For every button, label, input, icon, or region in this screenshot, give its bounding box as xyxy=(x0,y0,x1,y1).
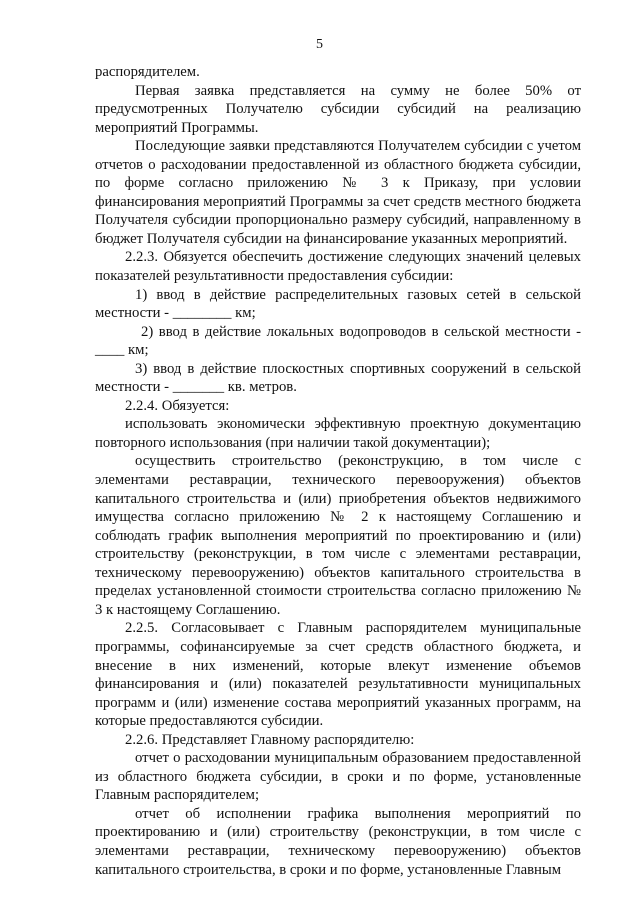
paragraph-schedule-report: отчет об исполнении графика выполнения мероприятий по проектированию и (или) строительству (реконструкции, в том числе с элементами реставрации, техническому перевооружению) объектов капитального строительства, в сроки и по форме, установленные Главным xyxy=(95,805,581,878)
paragraph-2-2-4: 2.2.4. Обязуется: xyxy=(125,397,230,414)
paragraph-use-documentation: использовать экономически эффективную проектную документацию повторного использования (при наличии такой документации); xyxy=(95,416,581,451)
list-item-sports-facilities: 3) ввод в действие плоскостных спортивных сооружений в сельской местности - _______ кв. метров. xyxy=(95,360,581,396)
paragraph-2-2-6: 2.2.6. Представляет Главному распорядителю: xyxy=(125,731,415,748)
document-body xyxy=(95,63,581,879)
page-number: 5 xyxy=(316,37,323,52)
paragraph-expense-report: отчет о расходовании муниципальным образованием предоставленной из областного бюджета субсидии, в сроки и по форме, установленные Главным распорядителем; xyxy=(95,750,581,804)
paragraph-continuation: распорядителем. xyxy=(95,64,200,80)
paragraph-2-2-5: 2.2.5. Согласовывает с Главным распорядителем муниципальные программы, софинансируемые за счет средств областного бюджета, и внесение в них изменений, которые влекут изменение объемов финансирования и (или) показателей результативности муниципальных программ и (или) изменение состава мероприятий указанных программ, на которые предоставляются субсидии. xyxy=(95,620,581,730)
list-item-gas-networks: 1) ввод в действие распределительных газовых сетей в сельской местности - ________ км; xyxy=(95,286,581,322)
paragraph-subsequent-applications: Последующие заявки представляются Получателем субсидии с учетом отчетов о расходовании предоставленной из областного бюджета субсидии, по форме согласно приложению № 3 к Приказу, при условии финансирования мероприятий Программы за счет средств местного бюджета Получателя субсидии пропорционально размеру субсидий, направленному в бюджет Получателя субсидии на финансирование указанных мероприятий. xyxy=(95,138,581,247)
paragraph-first-application: Первая заявка представляется на сумму не более 50% от предусмотренных Получателю субсидии субсидий на реализацию мероприятий Программы. xyxy=(95,82,581,136)
paragraph-2-2-3: 2.2.3. Обязуется обеспечить достижение следующих значений целевых показателей результативности предоставления субсидии: xyxy=(95,249,581,285)
paragraph-construction: осуществить строительство (реконструкцию, в том числе с элементами реставрации, технического перевооружения) объектов капитального строительства и (или) приобретения объектов недвижимого имущества согласно приложению № 2 к настоящему Соглашению и соблюдать график выполнения мероприятий по проектированию и (или) строительству (реконструкции, в том числе с элементами реставрации, техническому перевооружению) объектов капитального строительства в пределах установленной стоимости строительства согласно приложению № 3 к настоящему Соглашению. xyxy=(95,453,581,618)
list-item-water-pipelines: 2) ввод в действие локальных водопроводов в сельской местности - ____ км; xyxy=(95,323,581,359)
